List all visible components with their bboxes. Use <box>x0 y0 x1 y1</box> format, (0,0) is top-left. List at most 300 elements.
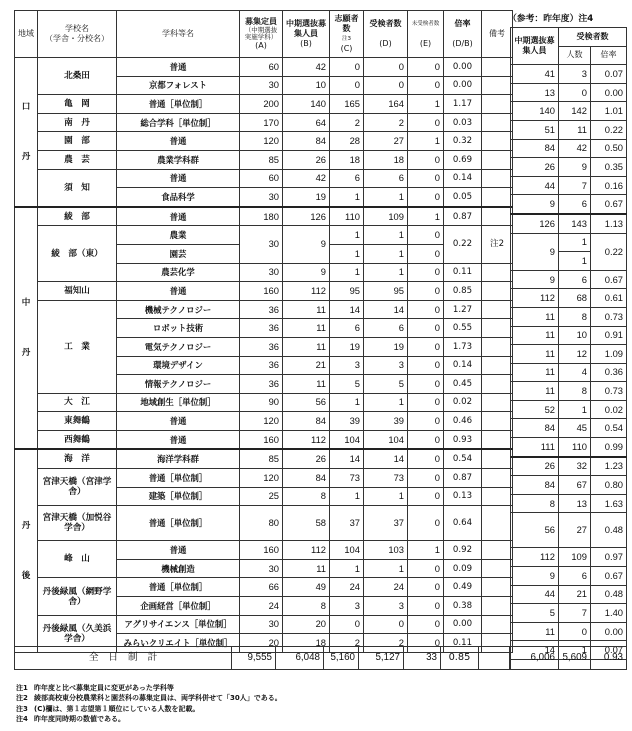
prev-examinees: 3 <box>559 65 591 84</box>
prev-examinees: 0 <box>559 83 591 102</box>
remarks <box>482 282 513 301</box>
mid-quota-B: 18 <box>283 634 330 653</box>
applicants-C: 19 <box>330 337 364 356</box>
prev-mid-quota: 56 <box>511 513 559 548</box>
remarks <box>482 188 513 207</box>
mid-quota-B: 58 <box>283 506 330 541</box>
prev-mid-quota: 26 <box>511 158 559 177</box>
absent-E: 0 <box>408 375 444 394</box>
prev-examinees: 7 <box>559 604 591 623</box>
quota-A: 80 <box>240 506 283 541</box>
remarks <box>482 487 513 506</box>
prev-mid-quota: 84 <box>511 139 559 158</box>
prev-ratio: 0.67 <box>591 195 627 214</box>
footnote: 注4 昨年度同時期の数値である。 <box>16 715 125 724</box>
ratio: 0.85 <box>444 282 482 301</box>
prev-mid-quota: 44 <box>511 176 559 195</box>
prev-mid-quota: 11 <box>511 622 559 641</box>
ratio: 0.55 <box>444 319 482 338</box>
quota-A: 36 <box>240 319 283 338</box>
table-row <box>15 113 513 132</box>
mid-quota-B: 19 <box>283 188 330 207</box>
total-C: 5,160 <box>324 647 359 670</box>
prev-examinees: 1 <box>559 233 591 252</box>
quota-A: 30 <box>240 263 283 282</box>
examinees-D: 14 <box>364 300 408 319</box>
quota-A: 36 <box>240 337 283 356</box>
reference-row <box>511 567 627 586</box>
dept-name: 普通 <box>117 412 240 431</box>
table-row <box>15 150 513 169</box>
remarks <box>482 449 513 468</box>
remarks <box>482 393 513 412</box>
prev-mid-quota: 11 <box>511 345 559 364</box>
absent-E: 0 <box>408 337 444 356</box>
ratio: 0.46 <box>444 412 482 431</box>
dept-name: 食品科学 <box>117 188 240 207</box>
remarks <box>482 76 513 95</box>
remarks <box>482 615 513 634</box>
absent-E: 0 <box>408 356 444 375</box>
applicants-C: 37 <box>330 506 364 541</box>
total-E: 33 <box>404 647 441 670</box>
absent-E: 0 <box>408 615 444 634</box>
absent-E: 0 <box>408 634 444 653</box>
reference-row <box>511 548 627 567</box>
absent-E: 0 <box>408 244 444 263</box>
quota-A: 36 <box>240 375 283 394</box>
prev-mid-quota: 11 <box>511 363 559 382</box>
prev-examinees: 4 <box>559 363 591 382</box>
ratio: 0.38 <box>444 597 482 616</box>
prev-examinees: 8 <box>559 382 591 401</box>
prev-examinees: 13 <box>559 494 591 513</box>
reference-row <box>511 195 627 214</box>
ratio: 0.92 <box>444 541 482 560</box>
absent-E: 0 <box>408 578 444 597</box>
table-row <box>15 58 513 77</box>
ratio: 0.11 <box>444 263 482 282</box>
absent-E: 0 <box>408 597 444 616</box>
absent-E: 0 <box>408 449 444 468</box>
examinees-D: 73 <box>364 469 408 488</box>
mid-quota-B: 49 <box>283 578 330 597</box>
dept-name: 地域創生［単位制］ <box>117 393 240 412</box>
ratio: 0.13 <box>444 487 482 506</box>
quota-A: 160 <box>240 282 283 301</box>
school-name: 東舞鶴 <box>38 412 117 431</box>
examinees-D: 6 <box>364 169 408 188</box>
mid-quota-B: 9 <box>283 263 330 282</box>
prev-mid-quota: 8 <box>511 494 559 513</box>
applicants-C: 104 <box>330 430 364 449</box>
dept-name: ロボット技術 <box>117 319 240 338</box>
prev-ratio: 0.50 <box>591 139 627 158</box>
reference-row <box>511 307 627 326</box>
mid-quota-B: 112 <box>283 430 330 449</box>
header-region: 地域 <box>15 11 38 58</box>
quota-A: 36 <box>240 300 283 319</box>
total-ratio: 0.85 <box>441 647 479 670</box>
quota-A: 20 <box>240 634 283 653</box>
mid-quota-B: 64 <box>283 113 330 132</box>
remarks <box>482 207 513 226</box>
prev-ratio: 1.13 <box>591 214 627 233</box>
admission-table <box>14 10 513 653</box>
remarks <box>482 375 513 394</box>
absent-E: 0 <box>408 76 444 95</box>
dept-name: 農芸化学 <box>117 263 240 282</box>
remarks <box>482 263 513 282</box>
total-reference-row <box>510 646 627 670</box>
ratio: 1.73 <box>444 337 482 356</box>
reference-row <box>511 65 627 84</box>
ratio: 0.03 <box>444 113 482 132</box>
prev-examinees: 42 <box>559 139 591 158</box>
examinees-D: 3 <box>364 356 408 375</box>
prev-ratio: 1.01 <box>591 102 627 121</box>
ratio: 0.09 <box>444 559 482 578</box>
prev-ratio: 0.48 <box>591 513 627 548</box>
prev-ratio: 0.22 <box>591 120 627 139</box>
reference-row <box>511 176 627 195</box>
ratio: 0.11 <box>444 634 482 653</box>
ratio: 0.54 <box>444 449 482 468</box>
examinees-D: 104 <box>364 430 408 449</box>
absent-E: 1 <box>408 541 444 560</box>
quota-A: 36 <box>240 356 283 375</box>
quota-A: 170 <box>240 113 283 132</box>
applicants-C: 110 <box>330 207 364 226</box>
header-remarks: 備考 <box>482 11 513 58</box>
examinees-D: 1 <box>364 263 408 282</box>
absent-E: 0 <box>408 300 444 319</box>
prev-mid-quota: 44 <box>511 585 559 604</box>
dept-name: 機械創造 <box>117 559 240 578</box>
table-row <box>15 132 513 151</box>
dept-name: 普通 <box>117 169 240 188</box>
reference-body <box>511 65 627 660</box>
mid-quota-B: 84 <box>283 412 330 431</box>
dept-name: 環境デザイン <box>117 356 240 375</box>
mid-quota-B: 84 <box>283 469 330 488</box>
dept-name: 普通［単位制］ <box>117 95 240 114</box>
applicants-C: 0 <box>330 58 364 77</box>
applicants-C: 14 <box>330 449 364 468</box>
quota-A: 85 <box>240 150 283 169</box>
prev-mid-quota: 126 <box>511 214 559 233</box>
mid-quota-B: 11 <box>283 559 330 578</box>
mid-quota-B: 10 <box>283 76 330 95</box>
remarks <box>482 541 513 560</box>
prev-examinees: 7 <box>559 176 591 195</box>
reference-table <box>510 27 627 660</box>
applicants-C: 14 <box>330 300 364 319</box>
school-name: 南 丹 <box>38 113 117 132</box>
mid-quota-B: 112 <box>283 282 330 301</box>
ratio: 0.93 <box>444 430 482 449</box>
mid-quota-B: 21 <box>283 356 330 375</box>
absent-E: 1 <box>408 132 444 151</box>
prev-examinees: 1 <box>559 641 591 660</box>
applicants-C: 1 <box>330 559 364 578</box>
table-body <box>15 58 513 653</box>
quota-A: 85 <box>240 449 283 468</box>
applicants-C: 0 <box>330 615 364 634</box>
examinees-D: 103 <box>364 541 408 560</box>
table-row <box>15 578 513 597</box>
prev-ratio: 0.73 <box>591 307 627 326</box>
ratio: 0.69 <box>444 150 482 169</box>
reference-row <box>511 326 627 345</box>
prev-ratio: 0.67 <box>591 270 627 289</box>
dept-name: 農業 <box>117 226 240 245</box>
header-C: 志願者数 注3 (C) <box>330 11 364 58</box>
mid-quota-B: 56 <box>283 393 330 412</box>
ref-header-B: 中期選抜募集人員 <box>511 28 559 65</box>
applicants-C: 1 <box>330 393 364 412</box>
mid-quota-B: 42 <box>283 169 330 188</box>
dept-name: 総合学科［単位制］ <box>117 113 240 132</box>
remarks <box>482 300 513 319</box>
examinees-D: 2 <box>364 113 408 132</box>
applicants-C: 1 <box>330 188 364 207</box>
mid-quota-B: 84 <box>283 132 330 151</box>
mid-quota-B: 26 <box>283 449 330 468</box>
prev-mid-quota: 51 <box>511 120 559 139</box>
prev-ratio: 0.00 <box>591 83 627 102</box>
ref-header-ratio: 倍率 <box>591 46 627 65</box>
ratio: 0.45 <box>444 375 482 394</box>
absent-E: 0 <box>408 188 444 207</box>
prev-mid-quota: 112 <box>511 548 559 567</box>
examinees-D: 95 <box>364 282 408 301</box>
examinees-D: 39 <box>364 412 408 431</box>
prev-examinees: 6 <box>559 567 591 586</box>
quota-A: 30 <box>240 559 283 578</box>
prev-ratio: 1.63 <box>591 494 627 513</box>
applicants-C: 2 <box>330 113 364 132</box>
mid-quota-B: 42 <box>283 58 330 77</box>
examinees-D: 1 <box>364 393 408 412</box>
examinees-D: 0 <box>364 58 408 77</box>
ratio: 0.14 <box>444 169 482 188</box>
prev-examinees: 110 <box>559 438 591 457</box>
prev-mid-quota: 11 <box>511 326 559 345</box>
prev-mid-quota: 11 <box>511 307 559 326</box>
reference-row <box>511 363 627 382</box>
school-name: 福知山 <box>38 282 117 301</box>
remarks <box>482 506 513 541</box>
prev-ratio: 1.09 <box>591 345 627 364</box>
reference-row <box>511 345 627 364</box>
school-name: 農 芸 <box>38 150 117 169</box>
school-name: 園 部 <box>38 132 117 151</box>
prev-examinees: 45 <box>559 419 591 438</box>
school-name: 西舞鶴 <box>38 430 117 449</box>
applicants-C: 1 <box>330 226 364 245</box>
examinees-D: 1 <box>364 559 408 578</box>
footnote: 注1 昨年度と比べ募集定員に変更があった学科等 <box>16 684 174 692</box>
absent-E: 0 <box>408 430 444 449</box>
quota-A: 160 <box>240 541 283 560</box>
school-name: 大 江 <box>38 393 117 412</box>
prev-ratio: 0.99 <box>591 438 627 457</box>
dept-name: 機械テクノロジー <box>117 300 240 319</box>
quota-A: 120 <box>240 469 283 488</box>
dept-name: 電気テクノロジー <box>117 337 240 356</box>
examinees-D: 37 <box>364 506 408 541</box>
prev-mid-quota: 41 <box>511 65 559 84</box>
prev-ratio: 0.97 <box>591 548 627 567</box>
applicants-C: 104 <box>330 541 364 560</box>
prev-mid-quota: 9 <box>511 233 559 270</box>
prev-ratio: 0.00 <box>591 622 627 641</box>
prev-examinees: 68 <box>559 289 591 308</box>
dept-name: 農業学科群 <box>117 150 240 169</box>
ratio: 0.05 <box>444 188 482 207</box>
reference-row <box>511 289 627 308</box>
prev-examinees: 27 <box>559 513 591 548</box>
dept-name: 普通［単位制］ <box>117 578 240 597</box>
reference-row <box>511 400 627 419</box>
prev-ratio: 0.80 <box>591 476 627 495</box>
applicants-C: 1 <box>330 263 364 282</box>
prev-ratio: 0.73 <box>591 382 627 401</box>
quota-A: 90 <box>240 393 283 412</box>
applicants-C: 1 <box>330 487 364 506</box>
school-name: 亀 岡 <box>38 95 117 114</box>
reference-caption: （参考：昨年度）注4 <box>508 14 594 24</box>
reference-row <box>511 120 627 139</box>
school-name: 工 業 <box>38 300 117 393</box>
reference-row <box>511 214 627 233</box>
prev-ratio: 0.07 <box>591 65 627 84</box>
dept-name: 普通 <box>117 58 240 77</box>
quota-A: 180 <box>240 207 283 226</box>
dept-name: 普通［単位制］ <box>117 506 240 541</box>
table-row <box>15 541 513 560</box>
mid-quota-B: 140 <box>283 95 330 114</box>
reference-row <box>511 102 627 121</box>
prev-ratio: 0.35 <box>591 158 627 177</box>
table-row <box>15 430 513 449</box>
ratio: 0.14 <box>444 356 482 375</box>
prev-mid-quota: 84 <box>511 476 559 495</box>
table-row <box>15 226 513 245</box>
prev-examinees: 9 <box>559 158 591 177</box>
prev-examinees: 12 <box>559 345 591 364</box>
remarks <box>482 319 513 338</box>
examinees-D: 1 <box>364 188 408 207</box>
table-row <box>15 449 513 468</box>
mid-quota-B: 126 <box>283 207 330 226</box>
examinees-D: 24 <box>364 578 408 597</box>
applicants-C: 3 <box>330 356 364 375</box>
prev-mid-quota: 26 <box>511 457 559 476</box>
applicants-C: 18 <box>330 150 364 169</box>
examinees-D: 5 <box>364 375 408 394</box>
reference-row <box>511 457 627 476</box>
total-label: 全 日 制 計 <box>15 647 232 670</box>
remarks <box>482 430 513 449</box>
reference-row <box>511 438 627 457</box>
prev-mid-quota: 9 <box>511 567 559 586</box>
absent-E: 0 <box>408 412 444 431</box>
dept-name: 建築［単位制］ <box>117 487 240 506</box>
ref-header-exam: 受検者数 <box>559 28 627 47</box>
prev-examinees: 10 <box>559 326 591 345</box>
header-school: 学校名 （学舎・分校名） <box>38 11 117 58</box>
remarks <box>482 337 513 356</box>
absent-E: 0 <box>408 58 444 77</box>
mid-quota-B: 8 <box>283 487 330 506</box>
prev-examinees: 21 <box>559 585 591 604</box>
quota-A: 60 <box>240 58 283 77</box>
reference-row <box>511 604 627 623</box>
quota-A: 60 <box>240 169 283 188</box>
prev-ratio: 0.48 <box>591 585 627 604</box>
reference-row <box>511 585 627 604</box>
dept-name: 普通 <box>117 430 240 449</box>
remarks <box>482 356 513 375</box>
dept-name: 普通 <box>117 132 240 151</box>
examinees-D: 164 <box>364 95 408 114</box>
reference-row <box>511 476 627 495</box>
reference-row <box>511 270 627 289</box>
total-prev-count: 5,609 <box>559 647 591 670</box>
prev-ratio: 1.40 <box>591 604 627 623</box>
absent-E: 0 <box>408 469 444 488</box>
header-ratio: 倍率 (D/B) <box>444 11 482 58</box>
absent-E: 0 <box>408 319 444 338</box>
applicants-C: 6 <box>330 319 364 338</box>
quota-A: 66 <box>240 578 283 597</box>
dept-name: 普通 <box>117 207 240 226</box>
absent-E: 0 <box>408 150 444 169</box>
total-D: 5,127 <box>359 647 404 670</box>
quota-A: 30 <box>240 188 283 207</box>
prev-mid-quota: 9 <box>511 195 559 214</box>
prev-examinees: 142 <box>559 102 591 121</box>
absent-E: 0 <box>408 113 444 132</box>
mid-quota-B: 11 <box>283 319 330 338</box>
examinees-D: 19 <box>364 337 408 356</box>
table-row <box>15 393 513 412</box>
dept-name: アグリサイエンス［単位制］ <box>117 615 240 634</box>
header-B: 中期選抜募集人員 (B) <box>283 11 330 58</box>
prev-ratio: 1.23 <box>591 457 627 476</box>
ratio: 0.49 <box>444 578 482 597</box>
prev-ratio: 0.91 <box>591 326 627 345</box>
examinees-D: 14 <box>364 449 408 468</box>
prev-mid-quota: 11 <box>511 382 559 401</box>
remarks: 注2 <box>482 226 513 263</box>
prev-ratio: 0.36 <box>591 363 627 382</box>
remarks <box>482 578 513 597</box>
table-row <box>15 95 513 114</box>
region-cell: 口 丹 <box>15 58 38 207</box>
header-dept: 学科等名 <box>117 11 240 58</box>
applicants-C: 1 <box>330 244 364 263</box>
ratio: 0.32 <box>444 132 482 151</box>
prev-examinees: 6 <box>559 195 591 214</box>
examinees-D: 109 <box>364 207 408 226</box>
reference-row <box>511 83 627 102</box>
prev-mid-quota: 14 <box>511 641 559 660</box>
dept-name: 普通 <box>117 282 240 301</box>
table-row <box>15 469 513 488</box>
